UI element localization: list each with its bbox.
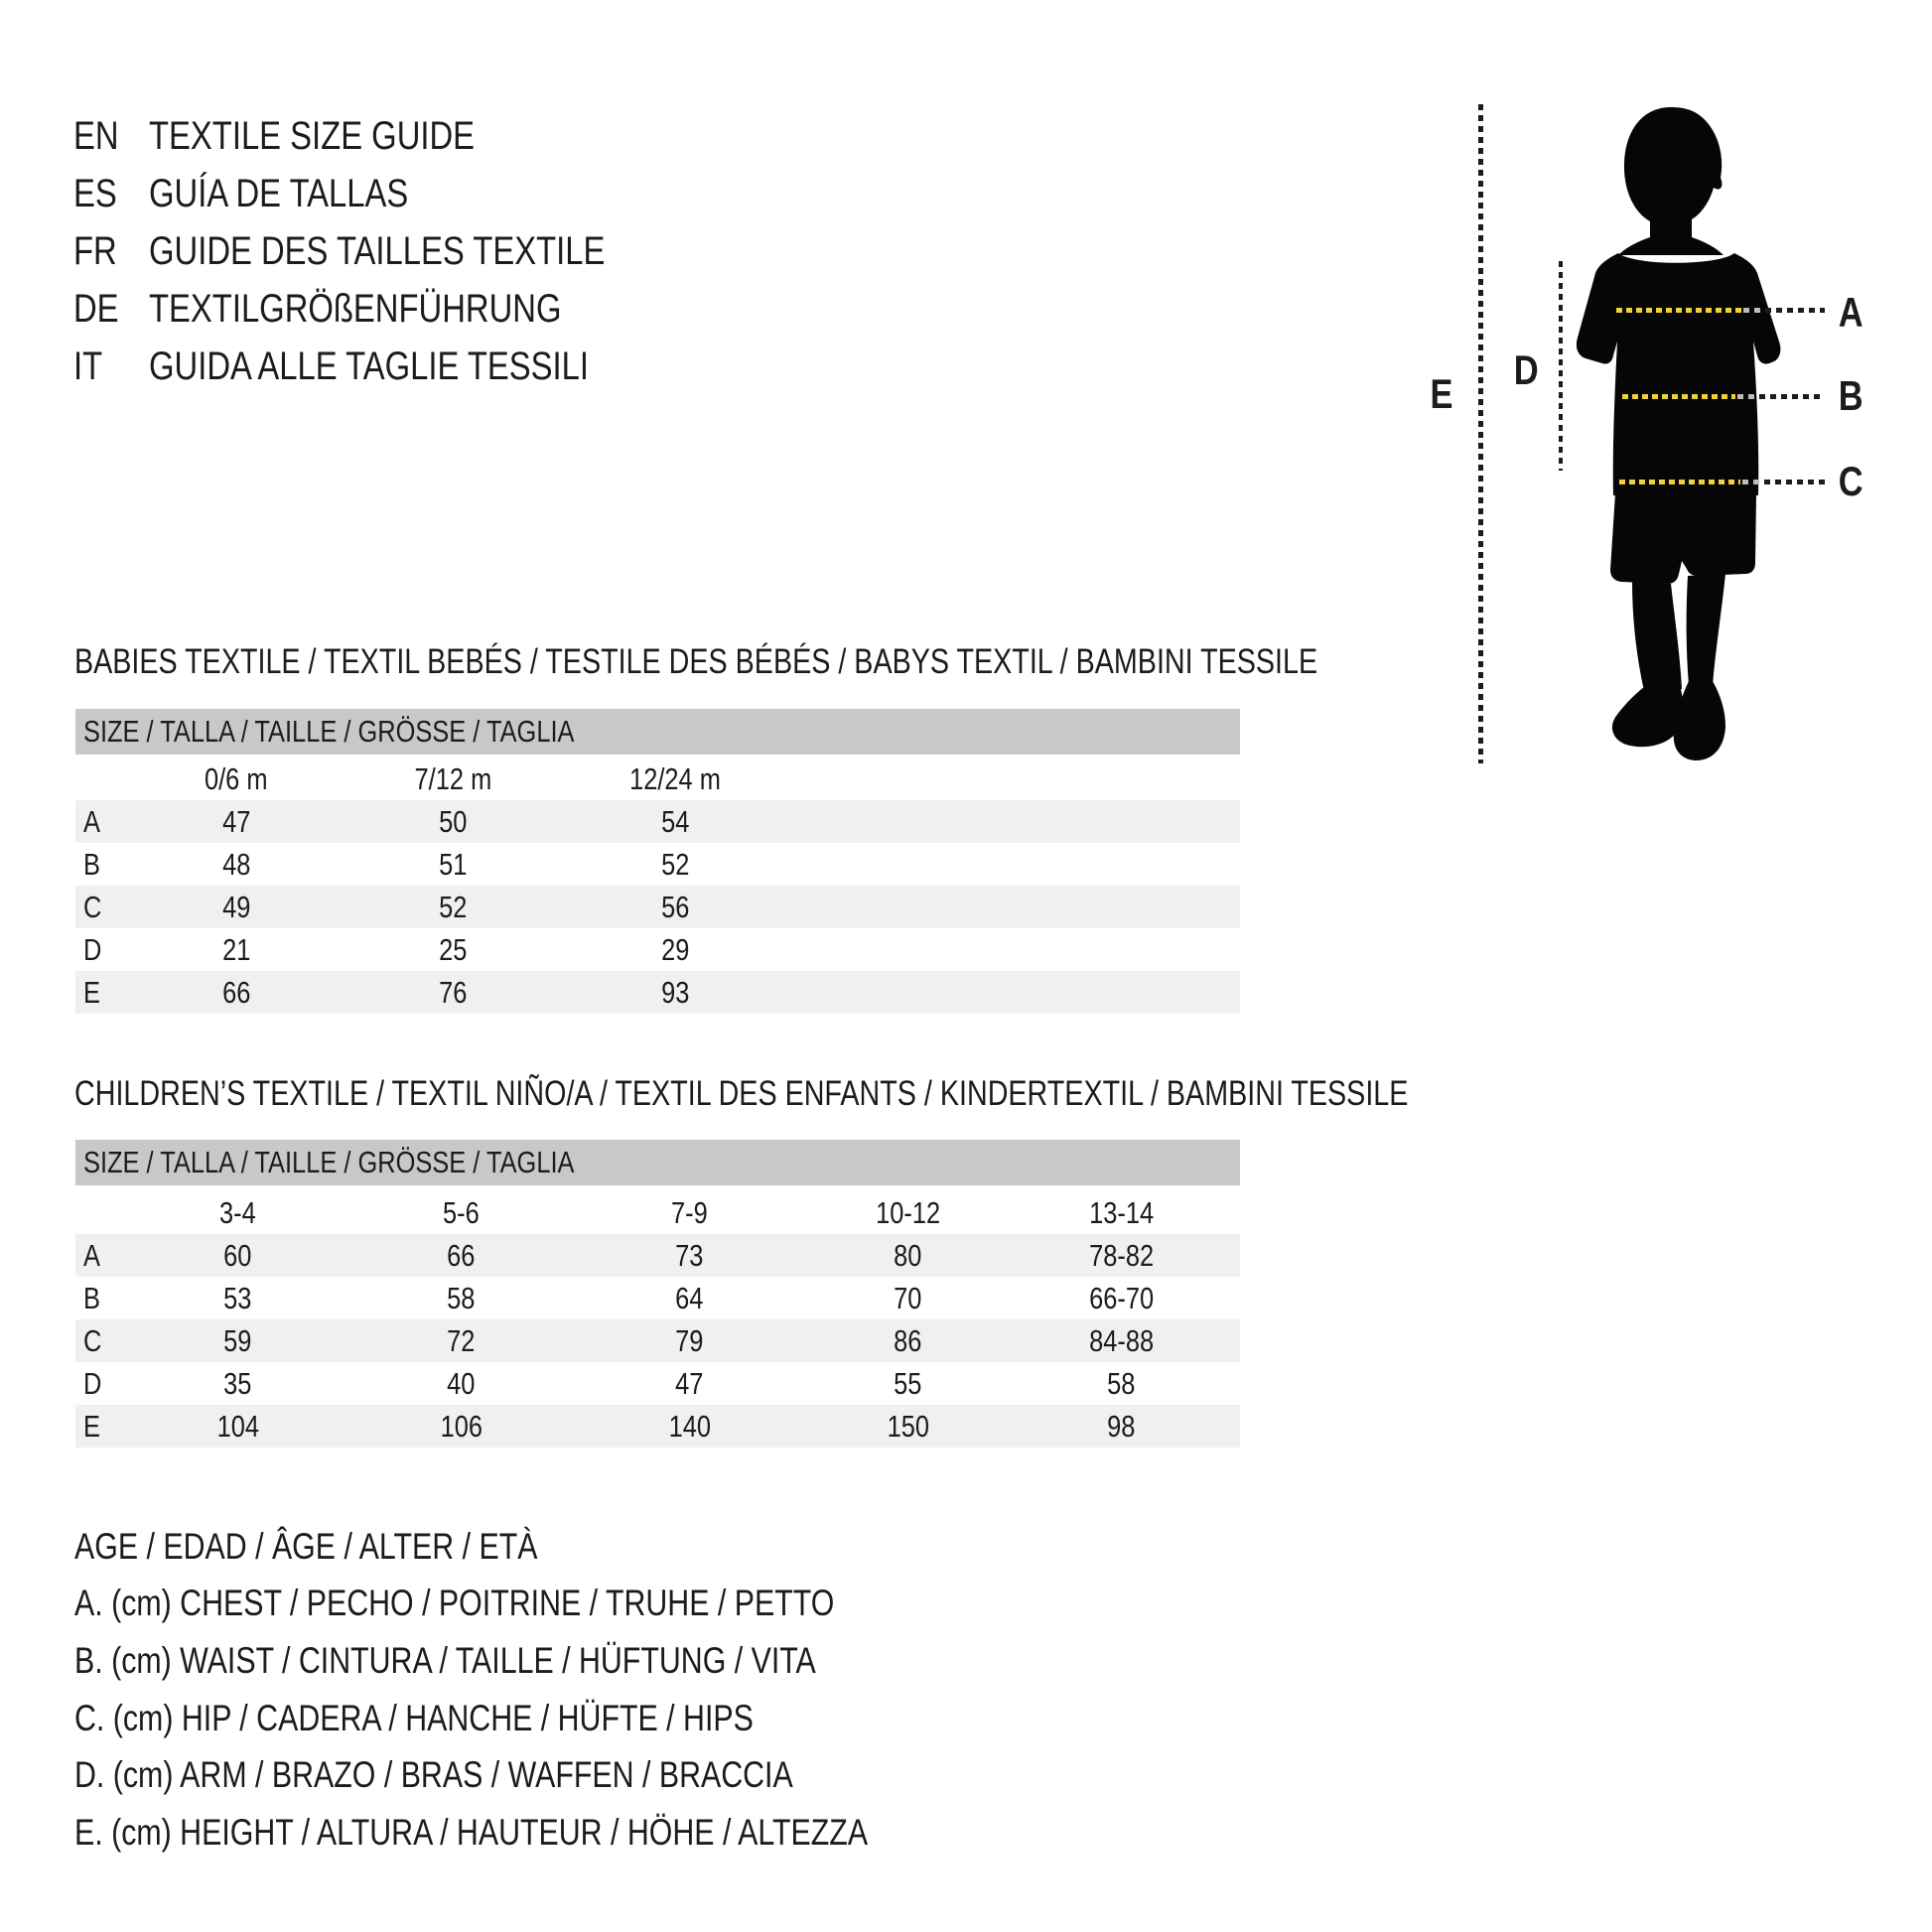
waist-dash-gray (1737, 394, 1757, 399)
table-value: 80 (894, 1238, 922, 1273)
table-value: 66 (447, 1238, 476, 1273)
babies-row-a (75, 800, 1240, 843)
hip-dash-black (1764, 480, 1825, 484)
table-value: 140 (668, 1409, 711, 1444)
child-silhouette-icon (1569, 105, 1783, 764)
babies-row-c (75, 886, 1240, 928)
row-label: D (83, 1366, 102, 1401)
table-value: 84-88 (1088, 1323, 1155, 1358)
table-value: 106 (440, 1409, 483, 1444)
table-value: 150 (887, 1409, 929, 1444)
table-value: 73 (675, 1238, 704, 1273)
children-size-header-band: SIZE / TALLA / TAILLE / GRÖSSE / TAGLIA (75, 1140, 1240, 1185)
legend-hip: C. (cm) HIP / CADERA / HANCHE / HÜFTE / HIPS (74, 1698, 754, 1738)
table-value: 55 (894, 1366, 922, 1401)
children-row-d (75, 1362, 1240, 1405)
legend-arm: D. (cm) ARM / BRAZO / BRAS / WAFFEN / BRACCIA (74, 1754, 793, 1795)
language-row-es (0, 170, 894, 217)
figure-label-e: E (1430, 370, 1453, 417)
figure-label-b: B (1838, 372, 1863, 419)
table-value: 76 (438, 975, 468, 1010)
language-title: GUIDE DES TAILLES TEXTILE (149, 229, 606, 273)
language-code: EN (73, 114, 119, 158)
row-label: A (83, 804, 100, 839)
babies-column-header-row (75, 758, 1240, 800)
children-row-c (75, 1319, 1240, 1362)
table-value: 79 (675, 1323, 704, 1358)
language-row-en (0, 112, 894, 160)
legend-height: E. (cm) HEIGHT / ALTURA / HAUTEUR / HÖHE / ALTEZZA (74, 1812, 869, 1853)
arm-measure-line-d (1559, 261, 1563, 471)
table-value: 70 (894, 1281, 922, 1315)
legend-waist: B. (cm) WAIST / CINTURA / TAILLE / HÜFTUNG / VITA (74, 1640, 816, 1681)
language-code: FR (73, 229, 117, 273)
table-value: 58 (1107, 1366, 1136, 1401)
table-value: 60 (223, 1238, 252, 1273)
children-row-a (75, 1234, 1240, 1277)
babies-heading: BABIES TEXTILE / TEXTIL BEBÉS / TESTILE DES BÉBÉS / BABYS TEXTIL / BAMBINI TESSILE (74, 642, 1318, 681)
table-value: 64 (675, 1281, 704, 1315)
table-value: 78-82 (1088, 1238, 1155, 1273)
language-title: TEXTILE SIZE GUIDE (149, 114, 476, 158)
waist-dash-yellow (1622, 394, 1735, 399)
row-label: D (83, 932, 102, 967)
babies-row-e (75, 971, 1240, 1014)
table-value: 53 (223, 1281, 252, 1315)
hip-dash-gray (1742, 480, 1762, 484)
babies-row-d (75, 928, 1240, 971)
table-value: 47 (221, 804, 251, 839)
row-label: C (83, 890, 102, 924)
language-row-de (0, 285, 894, 333)
legend-age: AGE / EDAD / ÂGE / ALTER / ETÀ (74, 1526, 538, 1567)
language-title: TEXTILGRÖßENFÜHRUNG (149, 287, 562, 331)
table-value: 56 (660, 890, 690, 924)
table-value: 93 (660, 975, 690, 1010)
figure-label-c: C (1838, 458, 1863, 504)
language-row-it (0, 343, 894, 390)
chest-dash-gray (1743, 308, 1763, 313)
figure-label-a: A (1838, 289, 1863, 336)
language-row-fr (0, 227, 894, 275)
table-value: 48 (221, 847, 251, 882)
language-title: GUIDA ALLE TAGLIE TESSILI (149, 345, 590, 388)
row-label: B (83, 1281, 100, 1315)
language-code: IT (73, 345, 103, 388)
chest-dash-yellow (1616, 308, 1741, 313)
table-value: 72 (447, 1323, 476, 1358)
table-value: 58 (447, 1281, 476, 1315)
row-label: A (83, 1238, 100, 1273)
table-value: 52 (438, 890, 468, 924)
table-value: 25 (438, 932, 468, 967)
language-title: GUÍA DE TALLAS (149, 172, 409, 215)
children-column-header: 5-6 (443, 1195, 480, 1230)
table-value: 66-70 (1088, 1281, 1155, 1315)
language-code: ES (73, 172, 117, 215)
table-value: 52 (660, 847, 690, 882)
children-column-header: 7-9 (671, 1195, 708, 1230)
children-column-header: 10-12 (875, 1195, 941, 1230)
table-value: 66 (221, 975, 251, 1010)
babies-column-header: 7/12 m (414, 761, 491, 796)
babies-size-header-band: SIZE / TALLA / TAILLE / GRÖSSE / TAGLIA (75, 709, 1240, 755)
figure-label-d: D (1513, 346, 1539, 393)
babies-row-b (75, 843, 1240, 886)
table-value: 59 (223, 1323, 252, 1358)
legend-chest: A. (cm) CHEST / PECHO / POITRINE / TRUHE / PETTO (74, 1583, 835, 1623)
row-label: E (83, 975, 100, 1010)
table-value: 35 (223, 1366, 252, 1401)
babies-column-header: 12/24 m (629, 761, 721, 796)
table-value: 104 (216, 1409, 259, 1444)
table-value: 86 (894, 1323, 922, 1358)
children-row-b (75, 1277, 1240, 1319)
hip-dash-yellow (1619, 480, 1740, 484)
waist-dash-black (1759, 394, 1825, 399)
row-label: C (83, 1323, 102, 1358)
table-value: 40 (447, 1366, 476, 1401)
babies-column-header: 0/6 m (205, 761, 268, 796)
table-value: 50 (438, 804, 468, 839)
children-row-e (75, 1405, 1240, 1448)
children-column-header-row (75, 1191, 1240, 1234)
language-code: DE (73, 287, 119, 331)
table-value: 29 (660, 932, 690, 967)
table-value: 98 (1107, 1409, 1136, 1444)
children-column-header: 3-4 (219, 1195, 256, 1230)
table-value: 49 (221, 890, 251, 924)
row-label: B (83, 847, 100, 882)
table-value: 47 (675, 1366, 704, 1401)
table-value: 51 (438, 847, 468, 882)
table-value: 21 (221, 932, 251, 967)
children-heading: CHILDREN’S TEXTILE / TEXTIL NIÑO/A / TEXTIL DES ENFANTS / KINDERTEXTIL / BAMBINI TESSILE (74, 1074, 1409, 1113)
chest-dash-black (1765, 308, 1825, 313)
table-value: 54 (660, 804, 690, 839)
row-label: E (83, 1409, 100, 1444)
children-column-header: 13-14 (1088, 1195, 1155, 1230)
